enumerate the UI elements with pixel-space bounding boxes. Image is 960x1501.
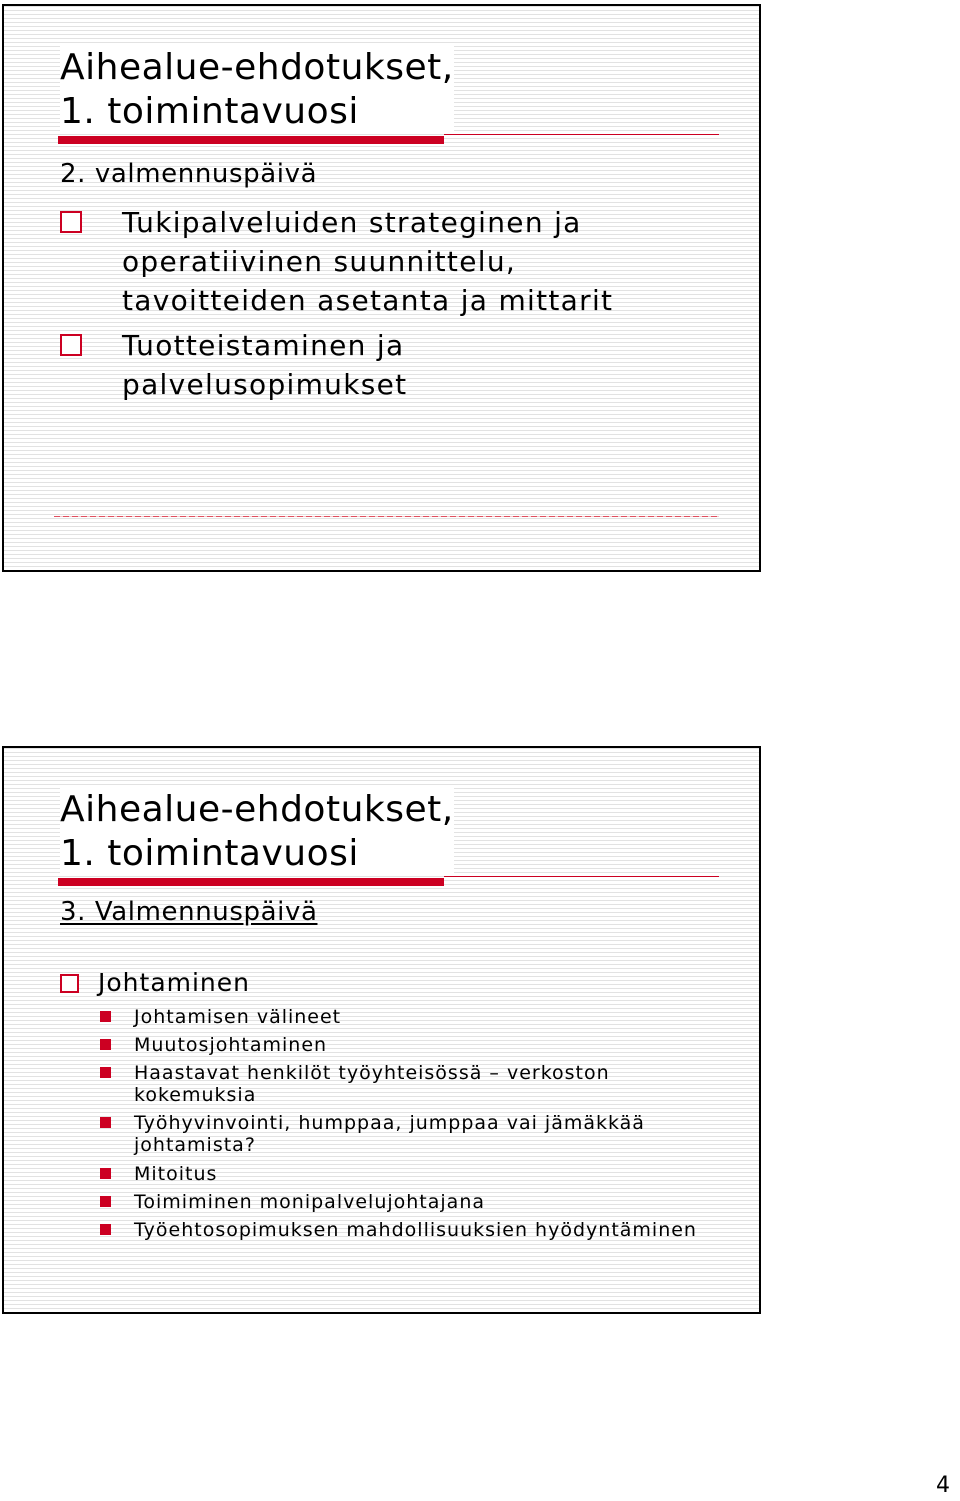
title-accent-line (444, 134, 719, 135)
title-line-1: Aihealue-ehdotukset, (60, 789, 454, 830)
title-accent-line (444, 876, 719, 877)
sub-bullet-text: Johtamisen välineet (134, 1006, 342, 1028)
bullet-text-line: operatiivinen suunnittelu, (122, 245, 517, 278)
sub-bullet-text: Toimiminen monipalvelujohtajana (134, 1191, 486, 1213)
title-accent-bar (58, 878, 444, 886)
slide-1 (2, 4, 761, 572)
footer-divider (54, 516, 719, 517)
slide-title (60, 788, 454, 876)
page-number: 4 (936, 1473, 950, 1498)
sub-bullet-text: Haastavat henkilöt työyhteisössä – verkoston kokemuksia (134, 1062, 610, 1106)
slide-subtitle: 2. valmennuspäivä (60, 159, 318, 189)
bullet-text (122, 326, 682, 404)
filled-square-bullet-icon (100, 1196, 111, 1207)
hollow-square-bullet-icon (60, 211, 82, 233)
hollow-square-bullet-icon (60, 334, 82, 356)
filled-square-bullet-icon (100, 1168, 111, 1179)
title-line-2: 1. toimintavuosi (60, 91, 359, 132)
sub-bullet-text: Työehtosopimuksen mahdollisuuksien hyödyntäminen (134, 1219, 697, 1241)
filled-square-bullet-icon (100, 1224, 111, 1235)
slide-subtitle: 3. Valmennuspäivä (60, 897, 318, 927)
title-line-2: 1. toimintavuosi (60, 833, 359, 874)
filled-square-bullet-icon (100, 1117, 111, 1128)
sub-bullet-text: Muutosjohtaminen (134, 1034, 328, 1056)
sub-bullet-text: Työhyvinvointi, humppaa, jumppaa vai jämäkkää johtamista? (134, 1112, 645, 1156)
bullet-text-line: Tukipalveluiden strateginen ja (122, 206, 582, 239)
filled-square-bullet-icon (100, 1039, 111, 1050)
filled-square-bullet-icon (100, 1011, 111, 1022)
slide-title (60, 46, 454, 134)
slide-2 (2, 746, 761, 1314)
sub-bullet-text: Mitoitus (134, 1163, 218, 1185)
bullet-text-line: Tuotteistaminen ja (122, 329, 405, 362)
title-line-1: Aihealue-ehdotukset, (60, 47, 454, 88)
title-accent-bar (58, 136, 444, 144)
bullet-text-line: tavoitteiden asetanta ja mittarit (122, 284, 614, 317)
bullet-text: Johtaminen (98, 968, 251, 997)
hollow-square-bullet-icon (60, 974, 79, 993)
filled-square-bullet-icon (100, 1067, 111, 1078)
bullet-text-line: palvelusopimukset (122, 368, 408, 401)
bullet-text (122, 203, 682, 320)
